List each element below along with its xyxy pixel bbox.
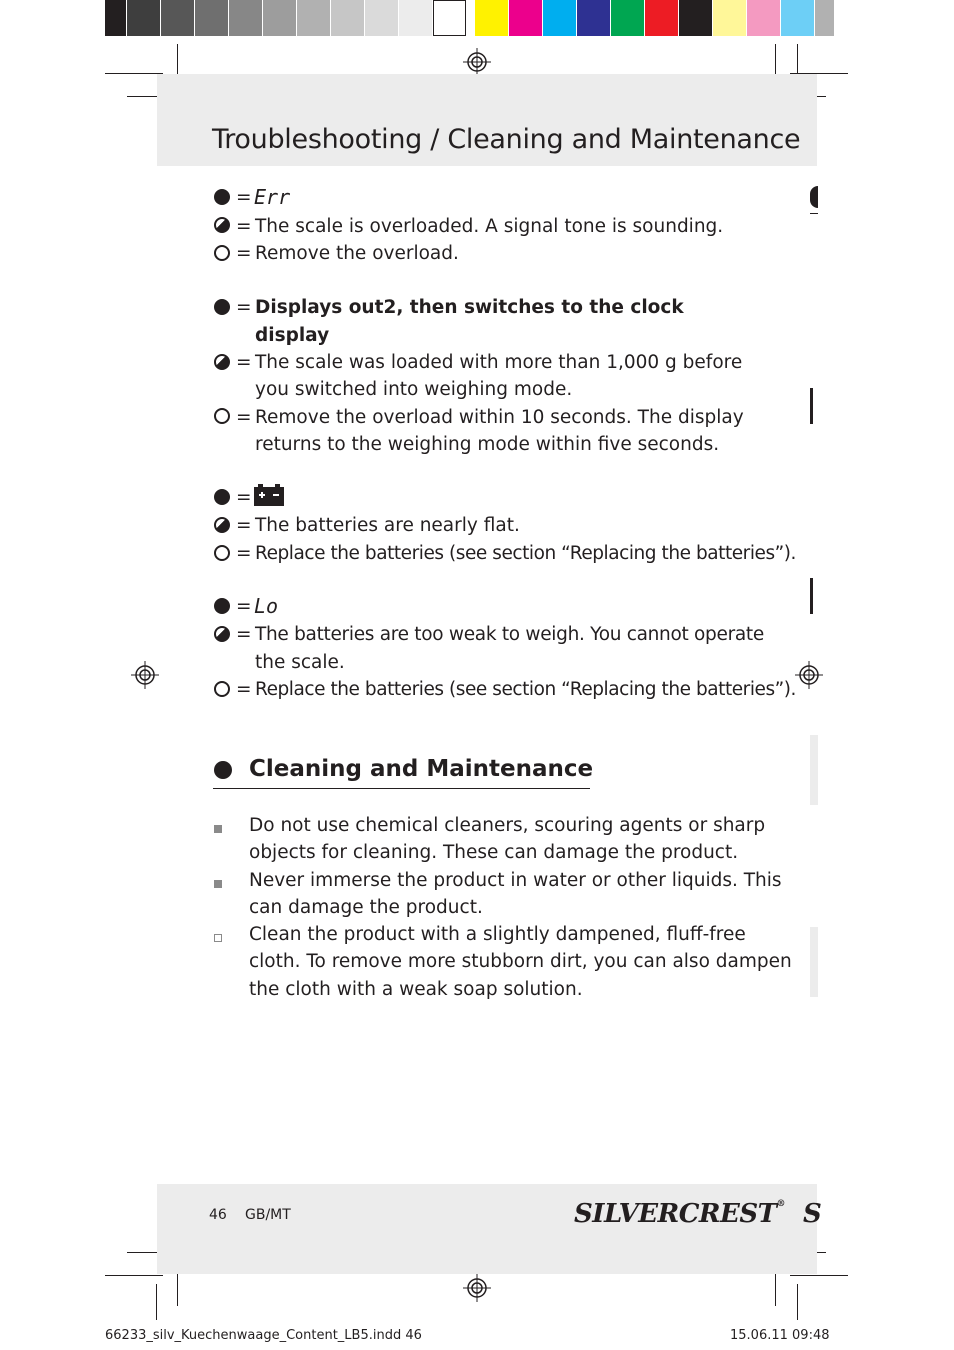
section-heading: Cleaning and Maintenance	[249, 756, 594, 782]
color-swatch	[229, 0, 262, 36]
footer-band	[157, 1184, 822, 1274]
display-text: display	[255, 325, 330, 346]
display-indicator-icon	[214, 189, 230, 205]
color-swatch	[399, 0, 432, 36]
next-page-fragment	[810, 186, 818, 208]
brand-logo: SILVERCREST®	[574, 1199, 785, 1229]
solution-indicator-icon	[214, 545, 230, 561]
date-slug: 15.06.11 09:48	[730, 1328, 830, 1343]
problem-indicator-icon	[214, 354, 230, 370]
color-swatch	[127, 0, 160, 36]
problem-indicator-icon	[214, 217, 230, 233]
action-bullet-icon	[214, 934, 222, 942]
crop-mark	[775, 1270, 776, 1306]
display-text: Displays out2, then switches to the clock	[255, 297, 684, 318]
section-bullet-icon	[214, 761, 232, 779]
equals-sign: =	[236, 487, 252, 508]
color-swatch	[679, 0, 712, 36]
crop-mark	[797, 1284, 798, 1320]
lo-display-icon: Lo	[254, 594, 279, 618]
next-page-brand-fragment: S	[803, 1199, 822, 1229]
color-swatch	[195, 0, 228, 36]
next-page-fragment	[810, 388, 813, 424]
list-item-text: Never immerse the product in water or other liquids. This	[249, 870, 782, 891]
color-swatch	[331, 0, 364, 36]
list-item-text: Do not use chemical cleaners, scouring agents or sharp	[249, 815, 766, 836]
equals-sign: =	[236, 596, 252, 617]
next-page-fragment	[810, 927, 818, 997]
registration-mark-icon	[795, 661, 823, 689]
color-swatch	[161, 0, 194, 36]
list-item-text: objects for cleaning. These can damage the product.	[249, 842, 739, 863]
equals-sign: =	[236, 543, 252, 564]
file-slug: 66233_silv_Kuechenwaage_Content_LB5.indd 46	[105, 1328, 422, 1343]
solution-text: Replace the batteries (see section “Replacing the batteries”).	[255, 543, 796, 564]
color-swatch	[781, 0, 814, 36]
problem-text: The batteries are nearly flat.	[255, 515, 520, 536]
color-swatch	[713, 0, 746, 36]
equals-sign: =	[236, 352, 252, 373]
problem-text: The batteries are too weak to weigh. You cannot operate	[255, 624, 764, 645]
equals-sign: =	[236, 679, 252, 700]
crop-mark	[105, 1275, 163, 1276]
display-indicator-icon	[214, 489, 230, 505]
next-page-fragment	[810, 213, 818, 214]
equals-sign: =	[236, 216, 252, 237]
err-display-icon: Err	[254, 185, 291, 209]
equals-sign: =	[236, 243, 252, 264]
solution-indicator-icon	[214, 408, 230, 424]
color-swatch	[645, 0, 678, 36]
page-number: 46	[209, 1207, 227, 1223]
solution-text: Replace the batteries (see section “Replacing the batteries”).	[255, 679, 796, 700]
list-item-text: the cloth with a weak soap solution.	[249, 979, 583, 1000]
problem-text: the scale.	[255, 652, 345, 673]
color-swatch	[509, 0, 542, 36]
equals-sign: =	[236, 515, 252, 536]
display-indicator-icon	[214, 598, 230, 614]
problem-text: The scale was loaded with more than 1,000 g before	[255, 352, 743, 373]
color-swatch	[297, 0, 330, 36]
color-swatch	[365, 0, 398, 36]
color-swatch	[815, 0, 834, 36]
equals-sign: =	[236, 187, 252, 208]
problem-indicator-icon	[214, 517, 230, 533]
solution-indicator-icon	[214, 245, 230, 261]
next-page-fragment	[810, 578, 813, 614]
crop-mark	[177, 1270, 178, 1306]
equals-sign: =	[236, 407, 252, 428]
warning-bullet-icon	[214, 825, 222, 833]
problem-text: The scale is overloaded. A signal tone is sounding.	[255, 216, 724, 237]
solution-text: returns to the weighing mode within five seconds.	[255, 434, 720, 455]
registration-mark-icon	[463, 1274, 491, 1302]
section-underline	[213, 788, 590, 789]
problem-text: you switched into weighing mode.	[255, 379, 573, 400]
registration-mark-icon	[131, 661, 159, 689]
battery-icon	[254, 484, 284, 506]
color-swatch	[105, 0, 126, 36]
list-item-text: cloth. To remove more stubborn dirt, you can also dampen	[249, 951, 792, 972]
crop-mark	[156, 1284, 157, 1320]
page-title: Troubleshooting / Cleaning and Maintenance	[212, 124, 801, 155]
crop-mark	[105, 73, 163, 74]
list-item-text: can damage the product.	[249, 897, 483, 918]
color-swatch	[433, 0, 466, 36]
solution-text: Remove the overload within 10 seconds. The display	[255, 407, 744, 428]
list-item-text: Clean the product with a slightly dampened, fluff-free	[249, 924, 746, 945]
color-swatch	[747, 0, 780, 36]
equals-sign: =	[236, 297, 252, 318]
problem-indicator-icon	[214, 626, 230, 642]
registration-mark-icon	[463, 48, 491, 76]
solution-indicator-icon	[214, 681, 230, 697]
color-swatch	[543, 0, 576, 36]
warning-bullet-icon	[214, 880, 222, 888]
equals-sign: =	[236, 624, 252, 645]
solution-text: Remove the overload.	[255, 243, 459, 264]
crop-mark	[790, 1275, 848, 1276]
display-indicator-icon	[214, 299, 230, 315]
color-swatch	[611, 0, 644, 36]
color-swatch	[577, 0, 610, 36]
color-swatch	[475, 0, 508, 36]
next-page-fragment	[810, 735, 818, 805]
language-code: GB/MT	[245, 1207, 291, 1223]
color-swatch	[263, 0, 296, 36]
